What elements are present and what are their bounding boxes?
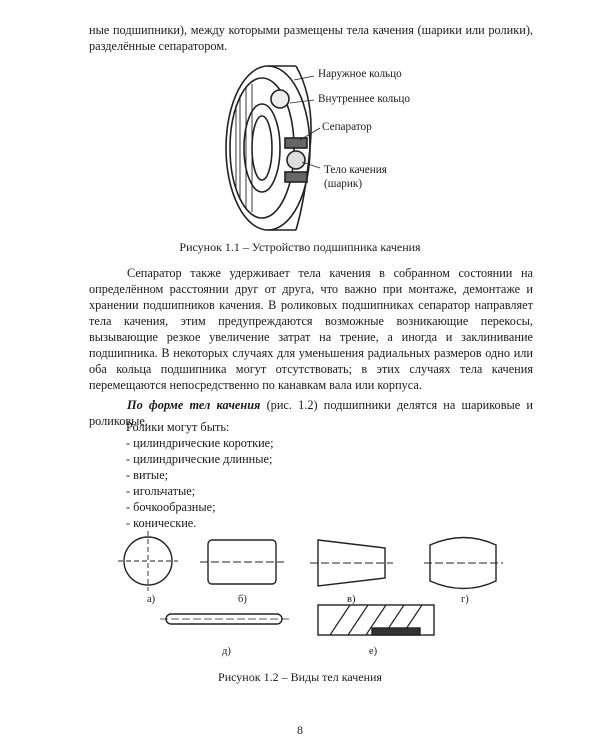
sublabel-g: г) — [461, 594, 469, 605]
shape-ball — [124, 537, 172, 585]
separator-paragraph: Сепаратор также удерживает тела качения в собранном состоянии на определённом расстоянии друг от друга, что важно при монтаже, демонтаже и хранении подшипников качения. В роликовых подшипниках сепаратор направляет тела качения, этим предупреждаются возможные возникающие перекосы, вызывающие резкое увеличение затрат на трение, а иногда и заклинивание подшипника. В некоторых случаях для уменьшения радиальных размеров одно или оба кольца подшипника могут отсутствовать; в этих случаях тела качения перемещаются непосредственно по канавкам вала или корпуса. — [89, 266, 533, 392]
sublabel-v: в) — [347, 594, 356, 605]
list-item: - витые; — [126, 468, 169, 482]
sublabel-a: а) — [147, 594, 156, 605]
sublabel-e: е) — [369, 646, 378, 657]
label-separator: Сепаратор — [322, 121, 372, 133]
intro-paragraph: ные подшипники), между которыми размещены тела качения (шарики или ролики), разделённые сепаратором. — [89, 23, 533, 53]
list-item: - бочкообразные; — [126, 500, 216, 514]
list-intro: Ролики могут быть: — [126, 420, 230, 434]
classification-rest: (рис. 1.2) подшипники делятся на шариковые и роликовые. — [89, 398, 534, 428]
list-item: - конические. — [126, 516, 197, 530]
label-rolling-body: Тело качения — [324, 164, 387, 176]
sublabel-b: б) — [238, 594, 247, 605]
figure2-caption: Рисунок 1.2 – Виды тел качения — [218, 670, 382, 684]
label-inner-ring: Внутреннее кольцо — [318, 93, 410, 105]
list-item: - цилиндрические короткие; — [126, 436, 274, 450]
classification-emphasis: По форме тел качения — [127, 398, 261, 412]
list-item: - игольчатые; — [126, 484, 196, 498]
sublabel-d: д) — [222, 646, 231, 657]
page-number: 8 — [297, 723, 303, 737]
label-rolling-body-ball: (шарик) — [324, 178, 363, 190]
figure1-caption: Рисунок 1.1 – Устройство подшипника качения — [179, 240, 421, 254]
label-outer-ring: Наружное кольцо — [318, 68, 402, 80]
list-item: - цилиндрические длинные; — [126, 452, 273, 466]
